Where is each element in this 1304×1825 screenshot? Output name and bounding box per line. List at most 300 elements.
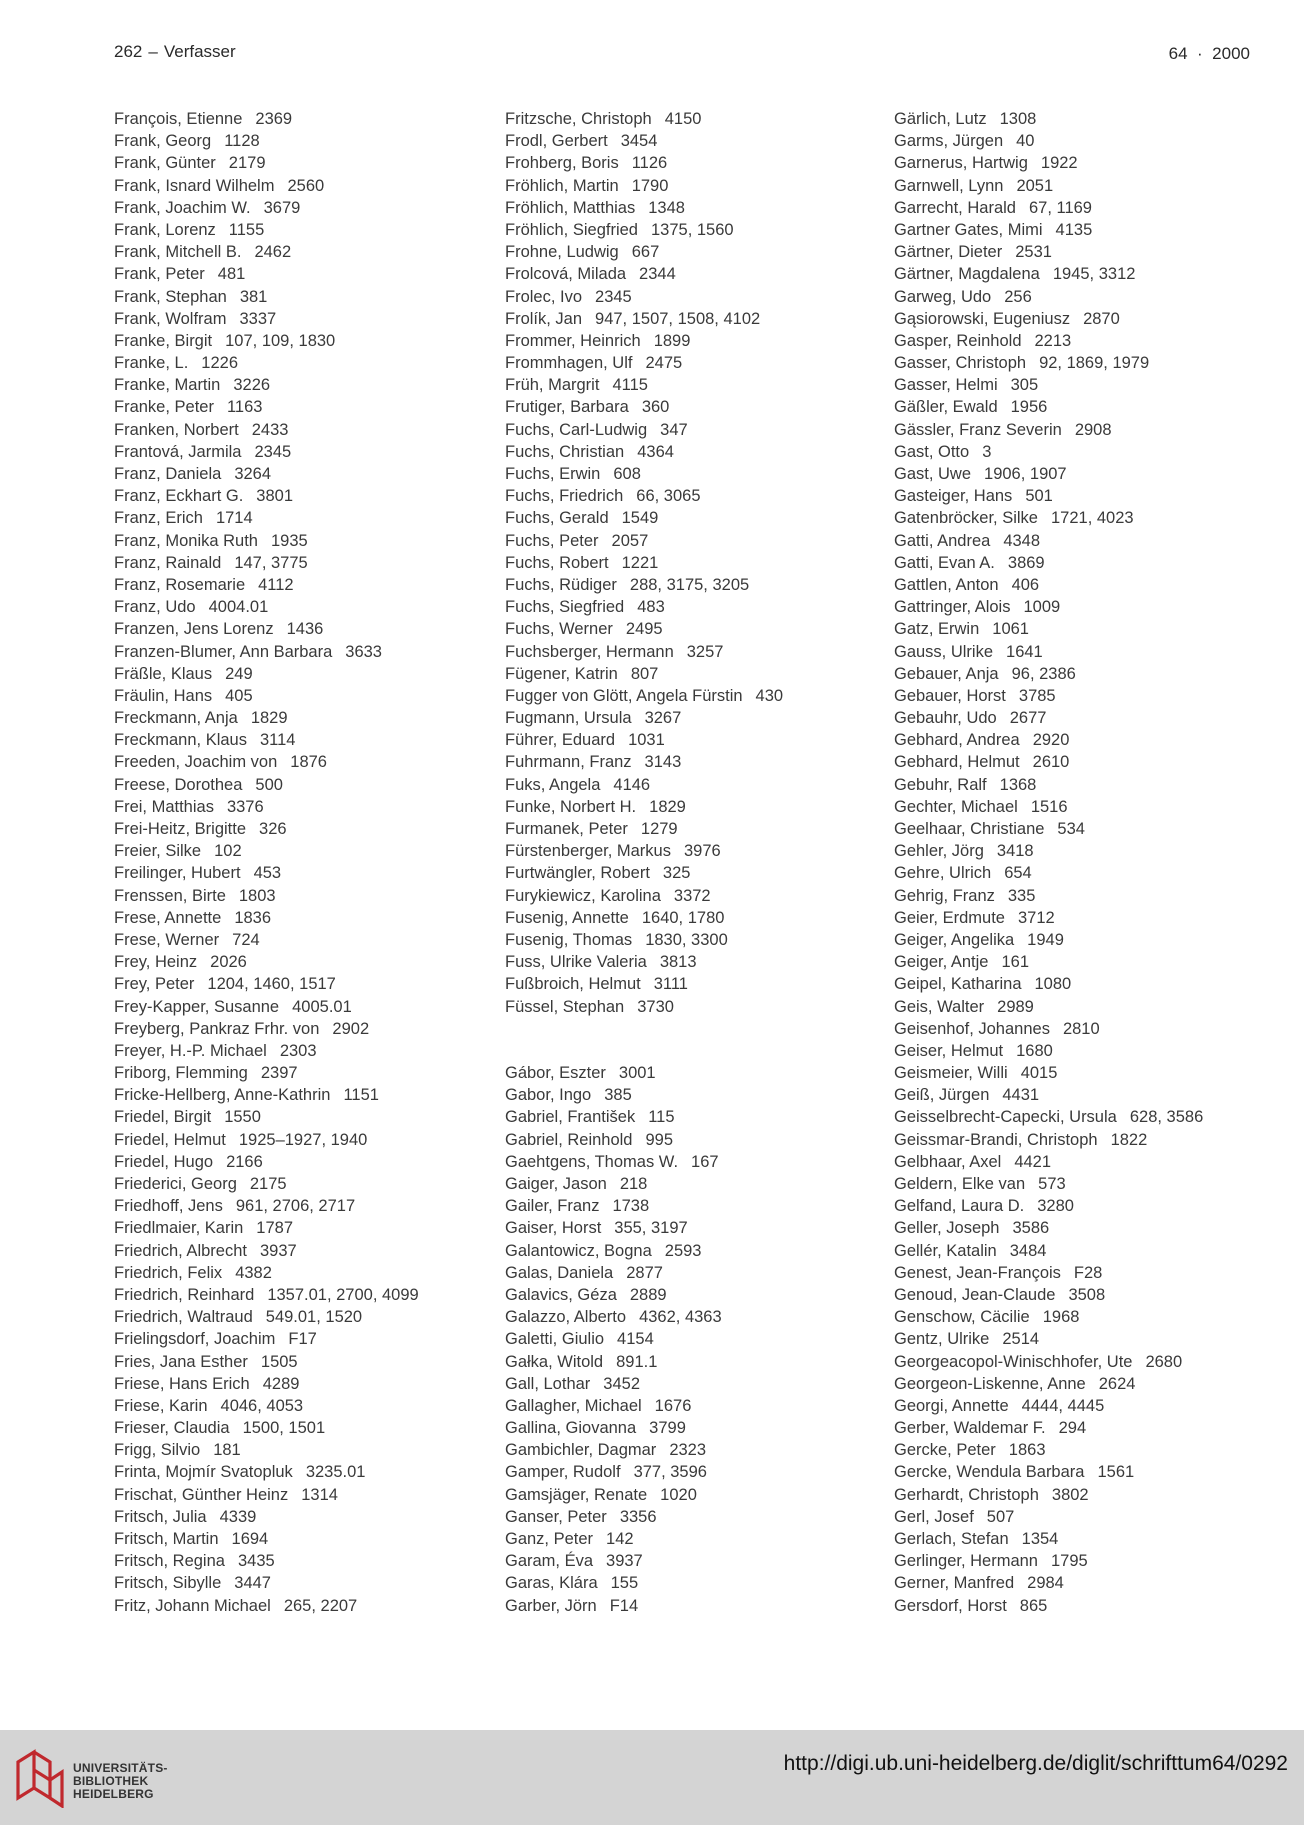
entry-name: Franke, Martin — [114, 376, 221, 395]
index-entry — [894, 330, 1294, 352]
entry-name: Fuchs, Carl-Ludwig — [505, 420, 648, 439]
index-entry — [505, 1373, 880, 1395]
entry-pages: 3452 — [603, 1374, 641, 1393]
entry-pages: 2920 — [1032, 731, 1070, 750]
entry-name: Gasser, Helmi — [894, 376, 998, 395]
entry-name: Geiger, Antje — [894, 953, 989, 972]
index-entry — [114, 885, 489, 907]
entry-pages: 288, 3175, 3205 — [629, 575, 750, 594]
entry-name: Gerl, Josef — [894, 1507, 974, 1526]
entry-name: Gehler, Jörg — [894, 842, 984, 861]
index-entry — [114, 751, 489, 773]
entry-pages: 501 — [1025, 487, 1053, 506]
entry-name: Fricke-Hellberg, Anne-Kathrin — [114, 1086, 331, 1105]
entry-name: Gerhardt, Christoph — [894, 1485, 1039, 1504]
entry-name: Gábor, Eszter — [505, 1064, 606, 1083]
index-entry — [505, 1129, 880, 1151]
entry-name: Geller, Joseph — [894, 1219, 1000, 1238]
entry-pages: 2026 — [210, 953, 247, 972]
entry-pages: 4421 — [1014, 1152, 1052, 1171]
entry-pages: 1680 — [1016, 1041, 1053, 1060]
entry-name: Frolík, Jan — [505, 309, 583, 328]
entry-pages: 2810 — [1062, 1019, 1100, 1038]
entry-name: Geier, Erdmute — [894, 908, 1005, 927]
index-entry — [114, 108, 489, 130]
index-entry — [894, 1506, 1294, 1528]
entry-pages: 2514 — [1002, 1330, 1040, 1349]
index-entry — [114, 1240, 489, 1262]
entry-name: Fritsch, Martin — [114, 1530, 219, 1548]
entry-name: Frantová, Jarmila — [114, 442, 242, 461]
entry-name: Frieser, Claudia — [114, 1419, 230, 1438]
section-title: Verfasser — [163, 42, 236, 61]
index-entry — [505, 1284, 880, 1306]
entry-name: Gailer, Franz — [505, 1197, 600, 1216]
index-entry — [114, 707, 489, 729]
entry-pages: 1945, 3312 — [1052, 265, 1136, 284]
entry-pages: 891.1 — [616, 1352, 658, 1371]
index-entry — [114, 485, 489, 507]
index-entry — [894, 618, 1294, 640]
index-entry — [114, 1062, 489, 1084]
entry-pages: 2369 — [255, 110, 293, 128]
index-entry — [114, 263, 489, 285]
index-entry — [114, 596, 489, 618]
entry-pages: 1803 — [238, 886, 276, 905]
entry-name: Fräßle, Klaus — [114, 664, 213, 683]
entry-name: Friedrich, Albrecht — [114, 1241, 247, 1260]
entry-name: Frese, Werner — [114, 930, 220, 949]
entry-pages: 1694 — [231, 1530, 269, 1548]
index-entry — [894, 707, 1294, 729]
entry-name: Friederici, Georg — [114, 1175, 237, 1193]
entry-name: Geiger, Angelika — [894, 930, 1015, 949]
index-entry — [505, 951, 880, 973]
index-entry — [114, 507, 489, 529]
entry-pages: 377, 3596 — [633, 1463, 707, 1482]
index-entry — [894, 1572, 1294, 1594]
entry-name: Franz, Daniela — [114, 465, 222, 483]
entry-name: Frey, Heinz — [114, 953, 198, 972]
entry-name: Genoud, Jean-Claude — [894, 1285, 1056, 1304]
index-entry — [114, 419, 489, 441]
entry-name: Geis, Walter — [894, 997, 985, 1016]
entry-name: Fügener, Katrin — [505, 664, 618, 683]
index-entry — [505, 1439, 880, 1461]
entry-name: Franke, L. — [114, 354, 189, 373]
entry-name: Frischat, Günther Heinz — [114, 1485, 289, 1504]
index-column-1 — [114, 108, 489, 1617]
entry-pages: 3586 — [1012, 1219, 1050, 1238]
entry-name: Gatti, Evan A. — [894, 553, 995, 572]
index-entry — [114, 1284, 489, 1306]
entry-pages: 1795 — [1050, 1552, 1088, 1571]
index-entry — [894, 1151, 1294, 1173]
index-entry — [505, 1595, 880, 1617]
entry-name: Fuchs, Robert — [505, 553, 609, 572]
index-entry — [505, 241, 880, 263]
entry-pages: 4015 — [1020, 1064, 1058, 1083]
entry-pages: 1436 — [286, 620, 324, 639]
index-entry — [505, 1550, 880, 1572]
entry-pages: 1221 — [621, 553, 659, 572]
entry-pages: 961, 2706, 2717 — [235, 1197, 356, 1216]
entry-pages: 1031 — [628, 731, 665, 750]
entry-name: Friedel, Hugo — [114, 1152, 214, 1171]
entry-pages: 1550 — [224, 1108, 261, 1127]
index-entry — [894, 241, 1294, 263]
entry-name: Gatz, Erwin — [894, 620, 980, 639]
entry-name: Frank, Georg — [114, 132, 212, 151]
index-entry — [114, 1395, 489, 1417]
entry-pages: 3801 — [256, 487, 294, 506]
entry-name: Frei, Matthias — [114, 797, 214, 816]
entry-pages: 2323 — [669, 1441, 707, 1460]
entry-name: Gellér, Katalin — [894, 1241, 997, 1260]
index-entry — [114, 1151, 489, 1173]
entry-name: Ganz, Peter — [505, 1530, 594, 1548]
entry-pages: 115 — [648, 1108, 675, 1127]
entry-name: Frinta, Mojmír Svatopluk — [114, 1463, 293, 1482]
entry-pages: 1830, 3300 — [645, 930, 728, 949]
entry-name: Gabriel, Reinhold — [505, 1130, 633, 1149]
entry-pages: 1155 — [228, 220, 265, 239]
entry-pages: 2531 — [1015, 243, 1052, 262]
entry-pages: 1368 — [999, 775, 1037, 794]
entry-name: Gambichler, Dagmar — [505, 1441, 657, 1460]
index-entry — [505, 1328, 880, 1350]
entry-name: Fritz, Johann Michael — [114, 1596, 271, 1615]
entry-name: Fritsch, Sibylle — [114, 1574, 222, 1593]
index-entry — [505, 707, 880, 729]
entry-pages: 3633 — [345, 642, 382, 661]
entry-name: Gärlich, Lutz — [894, 110, 987, 128]
entry-pages: 3802 — [1051, 1485, 1089, 1504]
index-entry — [505, 530, 880, 552]
entry-name: Geelhaar, Christiane — [894, 820, 1045, 838]
entry-pages: 1080 — [1034, 975, 1072, 994]
index-entry — [894, 507, 1294, 529]
entry-name: Furmanek, Peter — [505, 820, 628, 838]
entry-pages: 4339 — [219, 1507, 257, 1526]
entry-pages: 3418 — [996, 842, 1034, 861]
index-entry — [894, 419, 1294, 441]
index-entry — [894, 530, 1294, 552]
index-entry — [505, 263, 880, 285]
index-entry — [505, 618, 880, 640]
entry-pages: 1128 — [224, 132, 260, 151]
entry-pages: 534 — [1057, 820, 1085, 838]
index-entry — [894, 352, 1294, 374]
entry-name: Fürstenberger, Markus — [505, 842, 671, 861]
entry-name: Franz, Eckhart G. — [114, 487, 244, 506]
index-entry — [894, 907, 1294, 929]
index-entry — [114, 618, 489, 640]
entry-name: Funke, Norbert H. — [505, 797, 637, 816]
entry-name: Friedel, Helmut — [114, 1130, 226, 1149]
entry-pages: 2397 — [260, 1064, 298, 1083]
entry-pages: 305 — [1010, 376, 1039, 395]
entry-name: Garber, Jörn — [505, 1596, 597, 1615]
index-entry — [114, 796, 489, 818]
entry-name: Fugger von Glött, Angela Fürstin — [505, 686, 743, 705]
entry-name: Gebhard, Andrea — [894, 731, 1020, 750]
entry-pages: 3376 — [226, 797, 264, 816]
index-entry — [894, 1373, 1294, 1395]
index-entry — [505, 552, 880, 574]
index-entry — [114, 1417, 489, 1439]
entry-pages: 628, 3586 — [1129, 1108, 1204, 1127]
entry-pages: 3114 — [259, 731, 296, 750]
entry-pages: 385 — [604, 1086, 632, 1105]
index-entry — [114, 1306, 489, 1328]
index-entry — [114, 175, 489, 197]
entry-pages: 102 — [214, 842, 242, 861]
entry-name: Frey, Peter — [114, 975, 195, 994]
entry-name: Fußbroich, Helmut — [505, 975, 641, 994]
entry-name: Franz, Rosemarie — [114, 575, 246, 594]
entry-name: Gehre, Ulrich — [894, 864, 992, 883]
entry-name: Gartner Gates, Mimi — [894, 220, 1043, 239]
index-entry — [114, 1439, 489, 1461]
entry-name: Gerlach, Stefan — [894, 1530, 1009, 1548]
entry-name: Genschow, Cäcilie — [894, 1308, 1030, 1327]
entry-name: Freeden, Joachim von — [114, 753, 278, 772]
entry-name: Fusenig, Annette — [505, 908, 629, 927]
index-entry — [894, 485, 1294, 507]
entry-pages: 3435 — [237, 1552, 275, 1571]
entry-pages: 1876 — [290, 753, 327, 772]
index-entry — [894, 108, 1294, 130]
entry-name: Fuchs, Rüdiger — [505, 575, 617, 594]
index-entry — [894, 818, 1294, 840]
entry-pages: 608 — [613, 465, 641, 483]
entry-name: Genest, Jean-François — [894, 1263, 1061, 1282]
entry-pages: 1949 — [1027, 930, 1064, 949]
volume-number: 64 — [1168, 44, 1188, 63]
entry-pages: 807 — [630, 664, 659, 683]
index-entry — [894, 1328, 1294, 1350]
index-entry — [894, 840, 1294, 862]
entry-name: Georgeon-Liskenne, Anne — [894, 1374, 1086, 1393]
index-entry — [114, 1262, 489, 1284]
entry-name: Franz, Udo — [114, 598, 196, 617]
entry-name: Gast, Otto — [894, 442, 970, 461]
index-entry — [894, 774, 1294, 796]
entry-name: Galantowicz, Bogna — [505, 1241, 652, 1260]
entry-pages: 2166 — [226, 1152, 263, 1171]
index-entry — [114, 1328, 489, 1350]
entry-name: Garnerus, Hartwig — [894, 154, 1028, 173]
entry-pages: 4115 — [612, 376, 648, 395]
index-entry — [894, 1306, 1294, 1328]
entry-pages: 1829 — [250, 709, 288, 728]
entry-pages: 294 — [1058, 1419, 1087, 1438]
index-entry — [894, 1395, 1294, 1417]
index-entry — [114, 1173, 489, 1195]
index-entry — [894, 729, 1294, 751]
entry-name: Franzen-Blumer, Ann Barbara — [114, 642, 333, 661]
index-entry — [114, 1484, 489, 1506]
entry-name: Geismeier, Willi — [894, 1064, 1008, 1083]
entry-pages: 3280 — [1037, 1197, 1074, 1216]
index-entry — [114, 774, 489, 796]
index-entry — [894, 130, 1294, 152]
entry-name: Gattringer, Alois — [894, 598, 1011, 617]
index-entry — [505, 1506, 880, 1528]
entry-pages: 1676 — [654, 1396, 692, 1415]
index-entry — [114, 1528, 489, 1550]
index-entry — [894, 1129, 1294, 1151]
entry-pages: 3226 — [233, 376, 271, 395]
header-dot: · — [1197, 44, 1203, 63]
entry-pages: 4135 — [1055, 220, 1093, 239]
index-entry — [114, 685, 489, 707]
index-entry — [894, 219, 1294, 241]
library-logo-icon — [14, 1748, 66, 1808]
entry-pages: 335 — [1007, 886, 1036, 905]
entry-name: Gässler, Franz Severin — [894, 420, 1062, 439]
entry-name: Gabor, Ingo — [505, 1086, 592, 1105]
entry-pages: 2175 — [249, 1175, 287, 1193]
entry-name: Gałka, Witold — [505, 1352, 604, 1371]
index-entry — [505, 1395, 880, 1417]
index-entry — [114, 219, 489, 241]
index-entry — [505, 219, 880, 241]
index-entry — [894, 175, 1294, 197]
index-entry — [114, 729, 489, 751]
entry-name: Gasper, Reinhold — [894, 331, 1022, 350]
entry-pages: 1348 — [648, 198, 685, 217]
index-entry — [505, 1195, 880, 1217]
index-entry — [894, 1351, 1294, 1373]
index-entry — [114, 996, 489, 1018]
index-entry — [894, 1417, 1294, 1439]
digitization-url[interactable]: http://digi.ub.uni-heidelberg.de/diglit/schrifttum64/0292 — [783, 1752, 1288, 1775]
index-entry — [114, 1506, 489, 1528]
entry-pages: 3484 — [1009, 1241, 1047, 1260]
entry-name: Gehrig, Franz — [894, 886, 995, 905]
entry-pages: 1279 — [640, 820, 678, 838]
entry-pages: 1822 — [1110, 1130, 1148, 1149]
entry-name: Freckmann, Klaus — [114, 731, 247, 750]
entry-name: Freyer, H.-P. Michael — [114, 1041, 267, 1060]
entry-name: Gerlinger, Hermann — [894, 1552, 1038, 1571]
entry-pages: 1163 — [226, 398, 263, 417]
entry-pages: 2989 — [997, 997, 1034, 1016]
entry-name: Georgeacopol-Winischhofer, Ute — [894, 1352, 1133, 1371]
index-entry — [505, 1484, 880, 1506]
index-entry — [894, 197, 1294, 219]
index-entry — [894, 1439, 1294, 1461]
entry-pages: 2560 — [287, 176, 325, 195]
entry-name: Franke, Peter — [114, 398, 214, 417]
index-entry — [114, 1084, 489, 1106]
entry-name: Frank, Joachim W. — [114, 198, 251, 217]
entry-pages: 481 — [217, 265, 246, 284]
index-entry — [894, 1195, 1294, 1217]
entry-name: Frigg, Silvio — [114, 1441, 201, 1460]
entry-name: Gatenbröcker, Silke — [894, 509, 1038, 528]
index-entry — [505, 1217, 880, 1239]
entry-name: Franz, Erich — [114, 509, 203, 528]
index-entry — [114, 1572, 489, 1594]
index-entry — [894, 641, 1294, 663]
index-entry — [505, 596, 880, 618]
entry-pages: 2345 — [254, 442, 292, 461]
entry-name: Gäßler, Ewald — [894, 398, 998, 417]
entry-pages: 1505 — [260, 1352, 298, 1371]
entry-name: Fuchsberger, Hermann — [505, 642, 674, 661]
entry-pages: 4382 — [235, 1263, 272, 1282]
page-number: 262 — [114, 42, 143, 61]
entry-name: Galavics, Géza — [505, 1285, 617, 1304]
index-entry — [505, 1461, 880, 1483]
entry-pages: 2345 — [595, 287, 632, 306]
entry-name: Garas, Klára — [505, 1574, 598, 1593]
entry-pages: 2877 — [626, 1263, 663, 1282]
index-entry — [894, 929, 1294, 951]
entry-pages: 66, 3065 — [636, 487, 701, 506]
entry-name: Friedlmaier, Karin — [114, 1219, 244, 1238]
entry-pages: 3111 — [653, 975, 688, 994]
footer-bar — [0, 1730, 1304, 1825]
entry-pages: 2593 — [664, 1241, 702, 1260]
entry-pages: 453 — [253, 864, 282, 883]
index-entry — [114, 130, 489, 152]
entry-pages: 381 — [239, 287, 268, 306]
index-entry — [894, 596, 1294, 618]
entry-pages: 1061 — [992, 620, 1029, 639]
entry-pages: 2680 — [1145, 1352, 1183, 1371]
entry-name: Galazzo, Alberto — [505, 1308, 627, 1327]
entry-pages: 573 — [1038, 1175, 1066, 1193]
index-entry — [505, 885, 880, 907]
entry-pages: 654 — [1004, 864, 1032, 883]
library-name — [73, 1762, 168, 1801]
entry-name: Geiser, Helmut — [894, 1041, 1004, 1060]
entry-pages: 67, 1169 — [1028, 198, 1092, 217]
entry-pages: F17 — [288, 1330, 317, 1349]
entry-pages: 142 — [606, 1530, 634, 1548]
entry-pages: 4362, 4363 — [639, 1308, 722, 1327]
index-entry — [505, 1062, 880, 1084]
entry-pages: 3785 — [1018, 686, 1056, 705]
index-entry — [114, 641, 489, 663]
entry-name: Frohne, Ludwig — [505, 243, 619, 262]
entry-pages: 326 — [259, 820, 287, 838]
entry-name: Freier, Silke — [114, 842, 202, 861]
index-entry — [505, 507, 880, 529]
entry-name: Gallina, Giovanna — [505, 1419, 637, 1438]
entry-name: Fröhlich, Matthias — [505, 198, 636, 217]
entry-pages: 430 — [755, 686, 784, 705]
entry-pages: 3730 — [637, 997, 674, 1016]
entry-name: Gebuhr, Ralf — [894, 775, 987, 794]
entry-pages: 4150 — [664, 110, 702, 128]
entry-name: Fuchs, Gerald — [505, 509, 609, 528]
index-entry — [505, 840, 880, 862]
entry-pages: 3799 — [649, 1419, 686, 1438]
entry-name: Geisselbrecht-Capecki, Ursula — [894, 1108, 1117, 1127]
index-entry — [505, 396, 880, 418]
entry-name: Gebauer, Anja — [894, 664, 999, 683]
index-column-2 — [505, 108, 880, 1617]
entry-name: Gattlen, Anton — [894, 575, 999, 594]
index-entry — [505, 1572, 880, 1594]
entry-pages: 549.01, 1520 — [265, 1308, 363, 1327]
index-entry — [505, 907, 880, 929]
